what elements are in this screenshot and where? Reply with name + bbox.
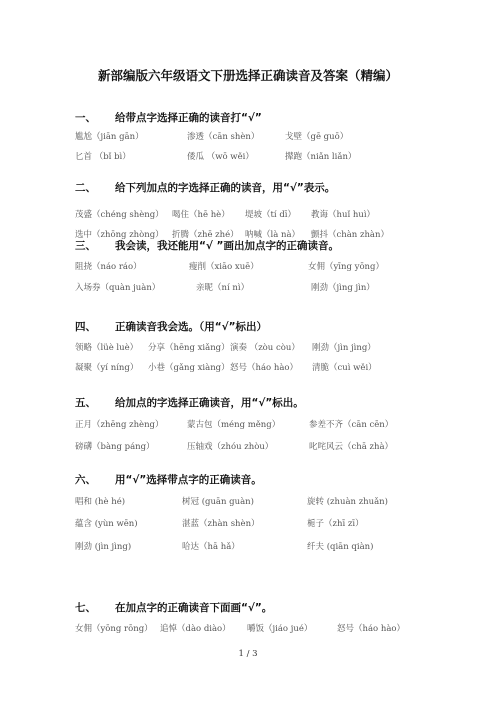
section-1-heading: [75, 110, 262, 125]
pinyin-item: 旋转 (zhuàn zhuǎn): [307, 497, 388, 507]
section-2-heading: [75, 180, 335, 195]
section-number: 六、: [75, 474, 96, 486]
pinyin-item: 蒙古包（méng měng）: [187, 420, 281, 430]
pinyin-item: 参差不齐（cān cēn）: [309, 420, 394, 430]
pinyin-item: 倭瓜 （wō wěi）: [187, 152, 254, 162]
section-number: 一、: [75, 112, 96, 124]
pinyin-item: 磅礴（bàng páng）: [75, 442, 155, 452]
section-number: 五、: [75, 397, 96, 409]
pinyin-item: 匕首 （bǐ bì）: [75, 152, 131, 162]
section-6-heading: [75, 472, 262, 487]
section-heading-text: 给下列加点的字选择正确的读音，用“√”表示。: [115, 182, 336, 194]
pinyin-item: 叱咤风云（chā zhà）: [309, 442, 394, 452]
pinyin-item: 折腾（zhē zhé）: [172, 230, 239, 240]
pinyin-item: 瘦削（xiāo xuē）: [189, 262, 259, 272]
section-heading-text: 给加点的字选择正确读音，用“√”标出。: [115, 397, 304, 409]
section-4-heading: [75, 319, 267, 334]
pinyin-item: 刚劲（jìng jìn）: [311, 283, 375, 293]
pinyin-item: 茂盛（chéng shèng）: [75, 210, 164, 220]
section-heading-text: 给带点字选择正确的读音打“√”: [115, 112, 262, 124]
pinyin-item: 教诲（huǐ huì）: [311, 210, 376, 220]
section-number: 七、: [75, 602, 96, 614]
pinyin-item: 渗透（cān shèn）: [187, 132, 260, 142]
page-number: 1 / 3: [238, 649, 258, 659]
pinyin-item: 喝住（hē hè）: [172, 210, 230, 220]
section-3-heading: [75, 238, 339, 253]
pinyin-item: 女佣（yīng yōng）: [308, 262, 384, 272]
pinyin-item: 戈壁（gē guō）: [285, 132, 349, 142]
pinyin-item: 哈达（hā hǎ）: [182, 542, 240, 552]
pinyin-item: 分享（hēng xiǎng）: [148, 343, 230, 353]
pinyin-item: 选中（zhōng zhòng）: [75, 230, 164, 240]
pinyin-item: 栀子（zhī zī）: [307, 519, 364, 529]
pinyin-item: 入场券（quàn juàn）: [75, 283, 161, 293]
pinyin-item: 颤抖（chàn zhàn）: [311, 230, 389, 240]
pinyin-item: 女佣（yōng rōng）: [75, 624, 153, 634]
section-heading-text: 正确读音我会选。（用“√”标出）: [115, 321, 268, 333]
page-title: 新部编版六年级语文下册选择正确读音及答案（精编）: [97, 68, 398, 83]
pinyin-item: 嚼饭（jiáo jué）: [247, 624, 313, 634]
pinyin-item: 阻挠（náo ráo）: [75, 262, 142, 272]
pinyin-item: 清脆（cuì wěi）: [312, 363, 377, 373]
section-5-heading: [75, 395, 304, 410]
pinyin-item: 领略（lüè luè）: [75, 343, 139, 353]
section-heading-text: 我会读，我还能用“√ ”画出加点字的正确读音。: [115, 240, 339, 252]
section-heading-text: 在加点字的正确读音下面画“√”。: [115, 602, 273, 614]
pinyin-item: 压轴戏（zhóu zhòu）: [187, 442, 274, 452]
pinyin-item: 演奏 （zòu còu）: [230, 343, 300, 353]
pinyin-item: 湛蓝（zhàn shèn）: [182, 519, 260, 529]
pinyin-item: 正月（zhēng zhèng）: [75, 420, 164, 430]
section-number: 二、: [75, 182, 96, 194]
pinyin-item: 树冠 (guān guàn): [182, 497, 254, 507]
section-heading-text: 用“√”选择带点字的正确读音。: [115, 474, 262, 486]
pinyin-item: 追悼（dào diào）: [160, 624, 231, 634]
pinyin-item: 小巷（gǎng xiàng）: [148, 363, 230, 373]
pinyin-item: 刚劲（jìn jìng）: [312, 343, 376, 353]
pinyin-item: 蕴含 (yùn wēn): [75, 519, 138, 529]
pinyin-item: 堤坡（tí dī）: [245, 210, 296, 220]
pinyin-item: 亲昵（ní nì）: [196, 283, 250, 293]
pinyin-item: 凝聚（yí níng）: [75, 363, 139, 373]
pinyin-item: 怒号（háo hào）: [230, 363, 299, 373]
pinyin-item: 纤夫 (qiān qiàn): [307, 542, 374, 552]
pinyin-item: 刚劲 (jìn jìng): [75, 542, 132, 552]
section-number: 三、: [75, 240, 96, 252]
pinyin-item: 撵跑（niǎn liǎn）: [285, 152, 357, 162]
pinyin-item: 尴尬（jiān gān）: [75, 132, 144, 142]
section-number: 四、: [75, 321, 96, 333]
pinyin-item: 唱和 (hè hé): [75, 497, 126, 507]
pinyin-item: 呐喊（là nà）: [245, 230, 301, 240]
pinyin-item: 怒号（háo hào）: [337, 624, 406, 634]
section-7-heading: [75, 600, 272, 615]
